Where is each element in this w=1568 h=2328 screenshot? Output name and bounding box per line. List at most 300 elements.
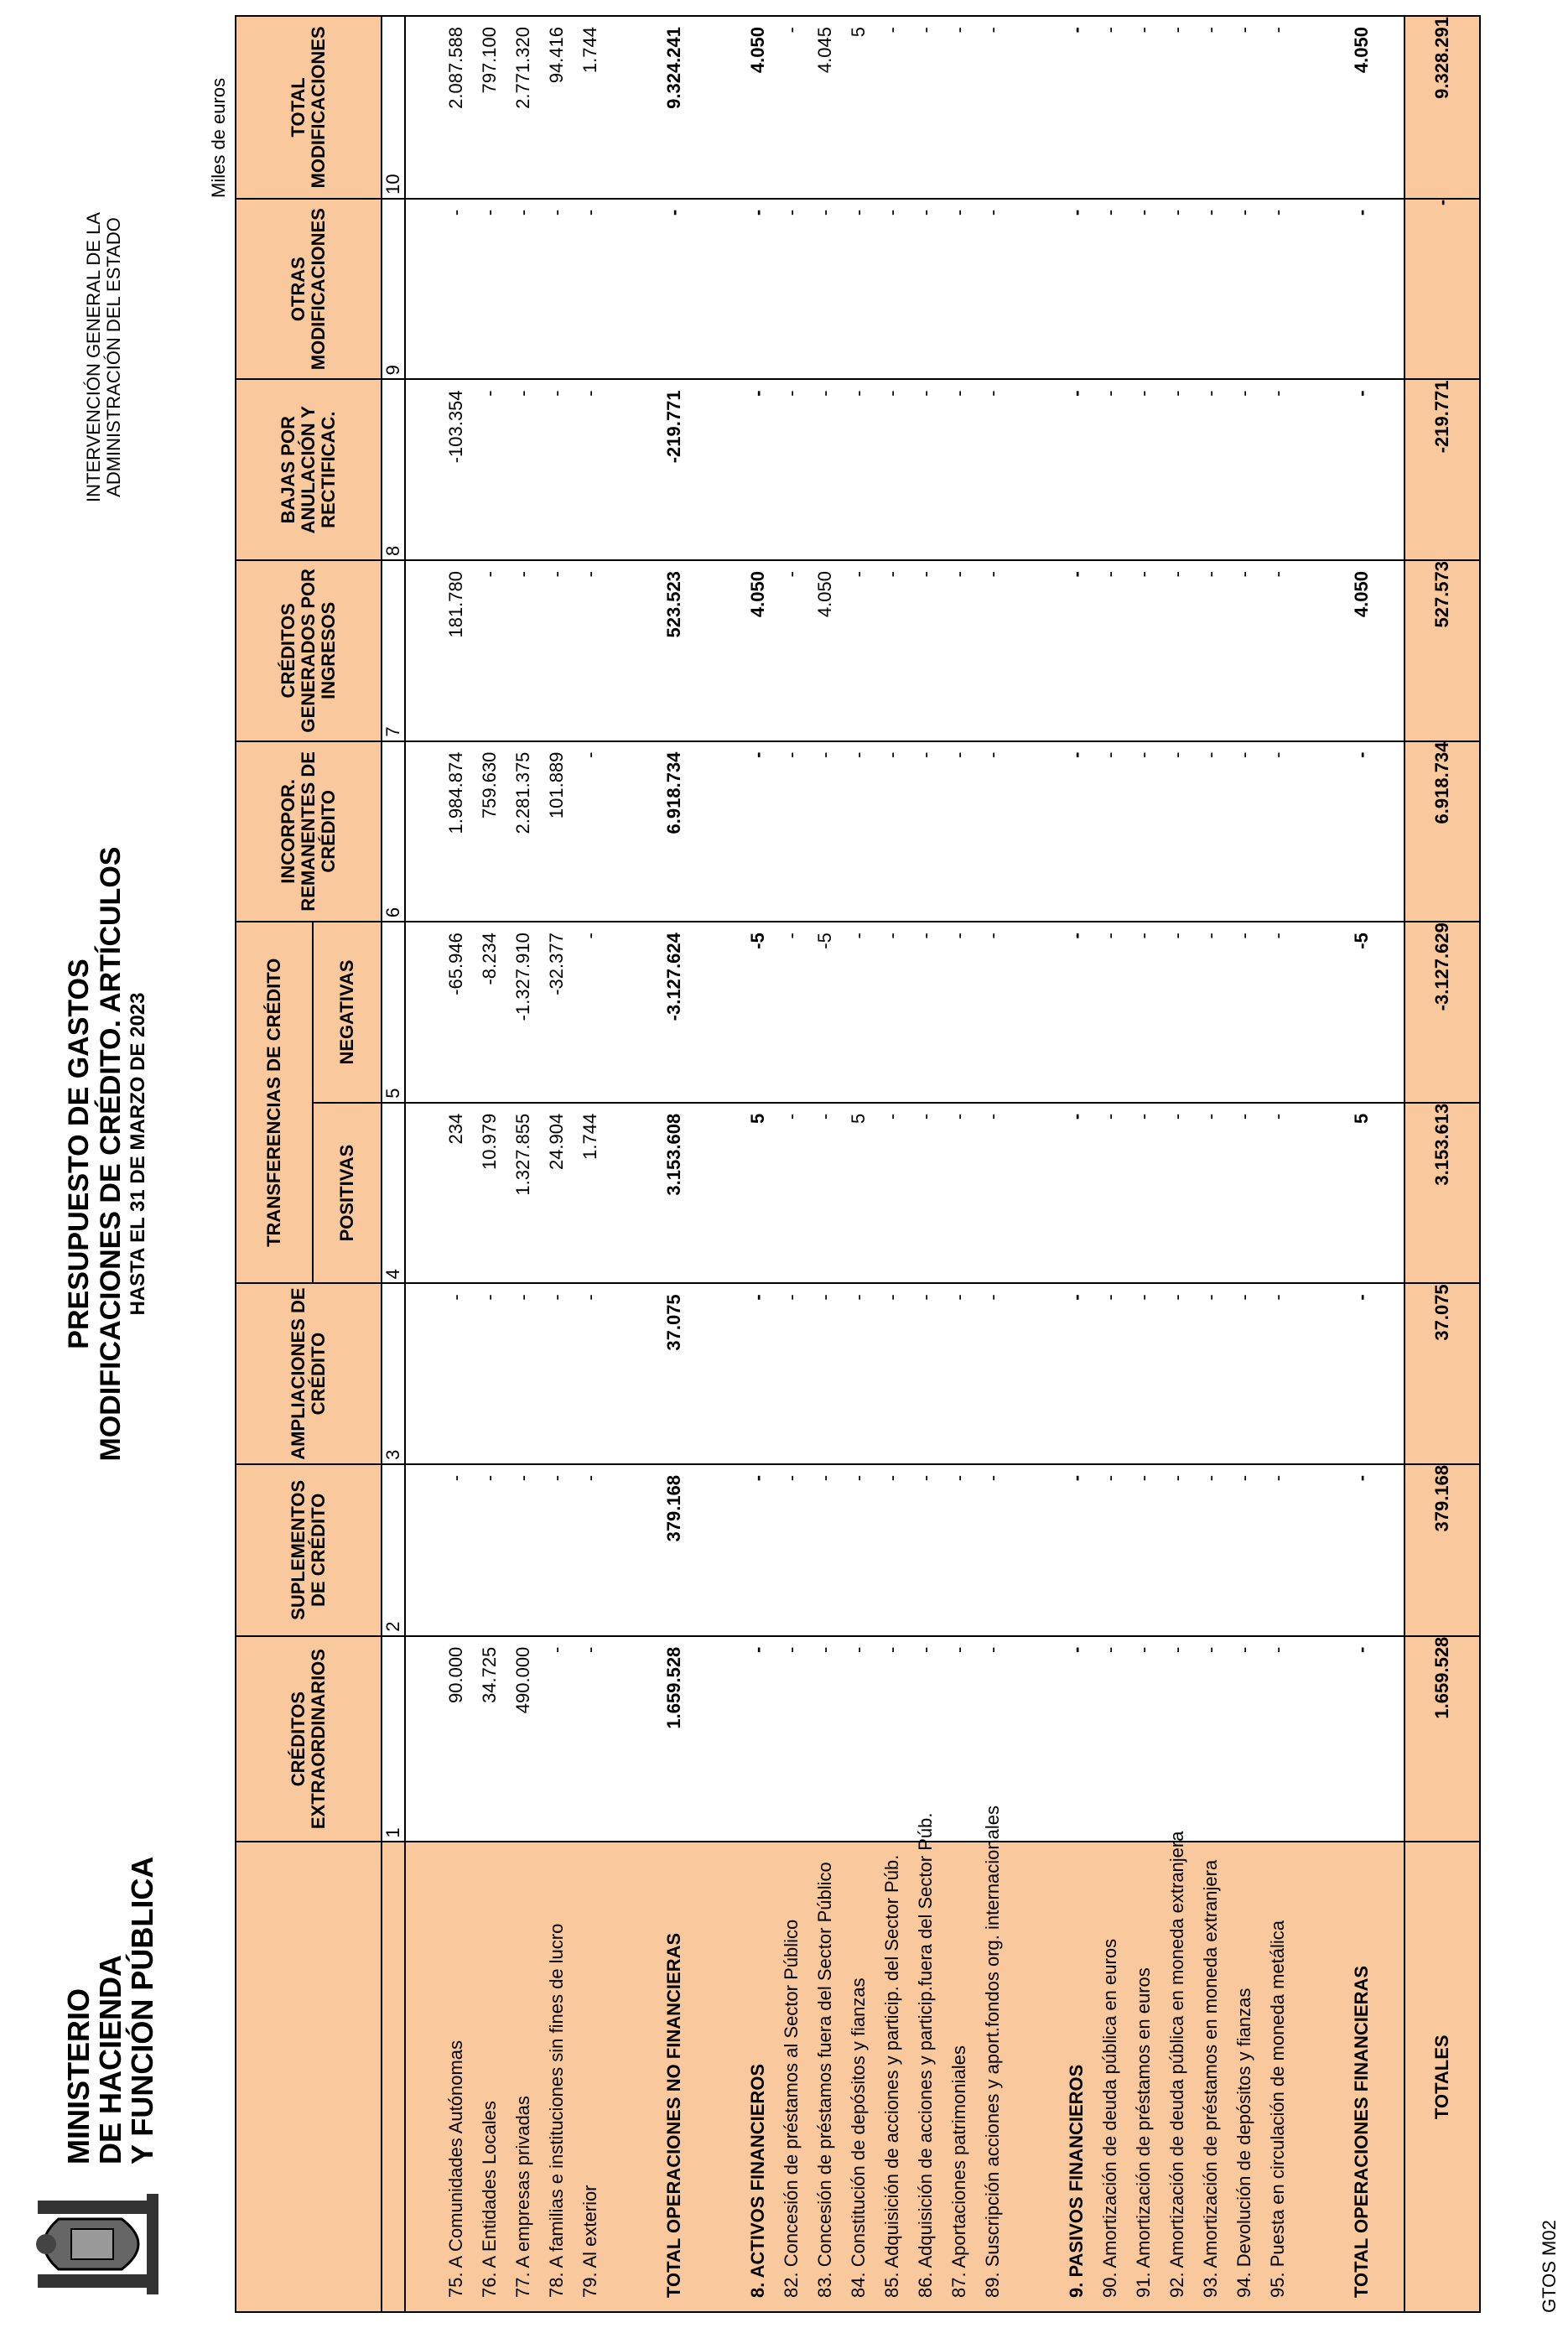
ministry-line-1: MINISTERIO	[61, 1988, 96, 2164]
row-value: -	[512, 571, 533, 578]
row-value: 1.659.528	[663, 1646, 684, 1729]
row-value: -	[781, 1646, 802, 1654]
row-value: 1.327.855	[512, 1113, 533, 1196]
row-value: -	[982, 933, 1003, 939]
row-label: 82. Concesión de préstamos al Sector Público	[781, 1919, 802, 2298]
row-value: 523.523	[663, 571, 684, 638]
row-value: -	[781, 1474, 802, 1482]
row-value: -	[881, 1474, 902, 1482]
row-value: -	[1267, 209, 1288, 216]
row-value: -	[1233, 751, 1254, 758]
units-label: Miles de euros	[208, 77, 229, 198]
row-value: -	[982, 27, 1003, 34]
row-value: 490.000	[512, 1646, 533, 1714]
form-code: GTOS M02	[1539, 2220, 1560, 2313]
row-value: -	[982, 751, 1003, 758]
row-value: -	[1233, 27, 1254, 34]
section-label: 8. ACTIVOS FINANCIEROS	[747, 2063, 768, 2298]
row-value: -	[1099, 1113, 1120, 1120]
row-value: -	[1166, 1294, 1187, 1301]
row-value: -	[663, 209, 684, 216]
totals-value: 527.573	[1404, 560, 1480, 741]
page-title	[63, 735, 150, 1573]
row-value: -	[1133, 1474, 1154, 1482]
row-value: -	[1351, 751, 1372, 758]
row-value: 1.744	[579, 1113, 600, 1160]
section-label: 9. PASIVOS FINANCIEROS	[1066, 2064, 1087, 2298]
row-value: -	[881, 933, 902, 939]
row-value: -	[1200, 209, 1221, 216]
values-column-7	[405, 560, 1404, 741]
row-value: -	[1233, 1294, 1254, 1301]
row-value: -	[1267, 751, 1288, 758]
row-value: -	[1133, 751, 1154, 758]
row-value: 4.050	[747, 27, 768, 74]
row-value: -	[1200, 27, 1221, 34]
row-value: -	[982, 209, 1003, 216]
row-value: -	[848, 751, 869, 758]
row-label: 83. Concesión de préstamos fuera del Sector Público	[814, 1862, 835, 2298]
row-value: -	[781, 571, 802, 578]
row-value: -	[1133, 1294, 1154, 1301]
row-value: 2.771.320	[512, 27, 533, 109]
row-value: -	[1133, 1113, 1154, 1120]
row-value: -	[781, 1113, 802, 1120]
row-value: -	[948, 1294, 969, 1301]
row-value: -	[512, 1474, 533, 1482]
row-value: -	[1166, 571, 1187, 578]
row-value: 2.087.588	[445, 27, 466, 109]
row-value: -	[512, 1294, 533, 1301]
row-value: -	[1200, 751, 1221, 758]
row-value: -	[1099, 27, 1120, 34]
row-value: -	[814, 390, 835, 397]
row-value: -	[915, 1113, 936, 1120]
igae-label	[84, 190, 124, 525]
row-value: -	[1267, 571, 1288, 578]
row-value: -	[881, 1113, 902, 1120]
row-label: 87. Aportaciones patrimoniales	[948, 2045, 969, 2298]
row-value: -	[915, 571, 936, 578]
row-value: -	[1200, 1113, 1221, 1120]
igae-line-1: INTERVENCIÓN GENERAL DE LA	[83, 212, 104, 502]
row-value: -	[881, 1294, 902, 1301]
row-value: -	[1200, 390, 1221, 397]
section-label: TOTAL OPERACIONES NO FINANCIERAS	[663, 1932, 684, 2298]
row-value: 2.281.375	[512, 751, 533, 834]
row-value: -	[747, 1474, 768, 1482]
row-value: -	[781, 390, 802, 397]
row-value: -	[546, 209, 567, 216]
row-value: -	[1166, 1646, 1187, 1654]
row-value: -	[915, 209, 936, 216]
row-value: -	[948, 27, 969, 34]
row-value: -	[915, 27, 936, 34]
row-value: -	[747, 209, 768, 216]
row-value: -	[1099, 1474, 1120, 1482]
row-value: -	[915, 751, 936, 758]
row-value: -3.127.624	[663, 933, 684, 1021]
row-value: -	[747, 1294, 768, 1301]
row-value: -	[579, 571, 600, 578]
row-value: -	[814, 1113, 835, 1120]
row-value: -65.946	[445, 933, 466, 995]
header-transferencias: TRANSFERENCIAS DE CRÉDITO	[236, 922, 313, 1283]
row-value: -	[982, 1113, 1003, 1120]
row-value: 4.050	[814, 571, 835, 618]
row-value: -	[546, 571, 567, 578]
totals-value: 9.328.291	[1404, 16, 1480, 199]
values-column-10	[405, 16, 1404, 199]
header-suplementos: SUPLEMENTOS DE CRÉDITO	[236, 1464, 382, 1636]
section-label: TOTAL OPERACIONES FINANCIERAS	[1351, 1965, 1372, 2298]
row-value: -	[915, 1474, 936, 1482]
row-value: -	[579, 933, 600, 939]
row-value: 90.000	[445, 1646, 466, 1703]
row-value: -	[579, 1646, 600, 1654]
row-value: -	[1099, 390, 1120, 397]
row-value: -	[479, 1294, 500, 1301]
row-label: 84. Constitución de depósitos y fianzas	[848, 1977, 869, 2298]
ministry-line-3: Y FUNCIÓN PÚBLICA	[125, 1856, 159, 2164]
row-value: -	[1133, 1646, 1154, 1654]
totals-value: 379.168	[1404, 1464, 1480, 1636]
colnum-6: 6	[382, 741, 405, 922]
coat-of-arms-icon	[21, 2185, 172, 2303]
row-value: -	[848, 1294, 869, 1301]
row-value: -	[579, 209, 600, 216]
row-value: -	[1166, 1113, 1187, 1120]
header-ampliaciones: AMPLIACIONES DE CRÉDITO	[236, 1283, 382, 1464]
row-value: -	[814, 1294, 835, 1301]
header-incorpor-remanentes: INCORPOR. REMANENTES DE CRÉDITO	[236, 741, 382, 922]
row-value: -	[1233, 209, 1254, 216]
row-value: 4.050	[1351, 571, 1372, 618]
totals-value: 3.153.613	[1404, 1103, 1480, 1284]
colnum-4: 4	[382, 1103, 405, 1284]
row-value: -	[512, 209, 533, 216]
row-value: -	[982, 1646, 1003, 1654]
row-value: -	[915, 1646, 936, 1654]
row-value: -103.354	[445, 390, 466, 464]
row-value: -5	[1351, 933, 1372, 949]
row-value: -	[948, 571, 969, 578]
row-value: -	[848, 1474, 869, 1482]
row-value: -	[915, 933, 936, 939]
row-value: -	[1066, 27, 1087, 34]
row-value: -	[915, 390, 936, 397]
row-label: 75. A Comunidades Autónomas	[445, 2040, 466, 2298]
values-column-8	[405, 379, 1404, 560]
row-value: -	[1200, 933, 1221, 939]
row-value: -	[445, 209, 466, 216]
values-column-3	[405, 1283, 1404, 1464]
row-value: -	[1351, 1646, 1372, 1654]
row-value: -	[1267, 1646, 1288, 1654]
row-value: -5	[814, 933, 835, 949]
row-value: -	[1200, 1646, 1221, 1654]
colnum-8: 8	[382, 379, 405, 560]
row-value: 234	[445, 1113, 466, 1145]
row-value: -	[1351, 390, 1372, 397]
row-value: -	[848, 390, 869, 397]
row-value: -	[1166, 1474, 1187, 1482]
igae-line-2: ADMINISTRACIÓN DEL ESTADO	[103, 217, 124, 497]
row-value: -	[1133, 390, 1154, 397]
row-value: -	[1099, 1294, 1120, 1301]
row-value: -	[1133, 571, 1154, 578]
totals-value: 37.075	[1404, 1283, 1480, 1464]
row-label: 85. Adquisición de acciones y particip. del Sector Púb.	[881, 1854, 902, 2298]
row-value: 5	[848, 27, 869, 38]
row-value: -	[781, 209, 802, 216]
row-value: -	[579, 390, 600, 397]
row-value: -	[512, 390, 533, 397]
values-column-2	[405, 1464, 1404, 1636]
row-value: -	[781, 1294, 802, 1301]
row-value: -	[1099, 1646, 1120, 1654]
row-value: -	[1066, 390, 1087, 397]
row-label: 91. Amortización de préstamos en euros	[1133, 1967, 1154, 2298]
row-label: 95. Puesta en circulación de moneda metálica	[1267, 1920, 1288, 2298]
row-value: -	[546, 1646, 567, 1654]
row-value: -	[982, 1474, 1003, 1482]
row-value: -	[1066, 571, 1087, 578]
row-value: 10.979	[479, 1113, 500, 1171]
title-date: HASTA EL 31 DE MARZO DE 2023	[127, 992, 149, 1316]
row-value: -	[781, 751, 802, 758]
row-value: 4.045	[814, 27, 835, 74]
row-value: -	[747, 1646, 768, 1654]
row-value: -	[479, 209, 500, 216]
row-value: -	[848, 1646, 869, 1654]
row-value: -	[848, 933, 869, 939]
values-column-5	[405, 922, 1404, 1103]
row-value: -	[1099, 209, 1120, 216]
totals-value: -3.127.629	[1404, 922, 1480, 1103]
row-value: -	[948, 209, 969, 216]
row-value: -	[1066, 209, 1087, 216]
page-header	[0, 0, 229, 2328]
header-creditos-extraordinarios: CRÉDITOS EXTRAORDINARIOS	[236, 1636, 382, 1842]
totals-label: TOTALES	[1404, 1842, 1480, 2312]
row-value: 34.725	[479, 1646, 500, 1703]
row-value: 4.050	[1351, 27, 1372, 74]
row-value: -	[1066, 1113, 1087, 1120]
colnum-blank	[382, 1842, 405, 2312]
row-value: -	[1099, 933, 1120, 939]
row-value: -	[1267, 1474, 1288, 1482]
colnum-1: 1	[382, 1636, 405, 1842]
row-value: -	[579, 751, 600, 758]
ministry-name	[63, 1857, 158, 2164]
row-value: 9.324.241	[663, 27, 684, 109]
row-value: -	[948, 751, 969, 758]
row-value: -	[1133, 209, 1154, 216]
row-value: 4.050	[747, 571, 768, 618]
row-value: -	[546, 1294, 567, 1301]
row-value: -219.771	[663, 390, 684, 464]
row-value: -	[848, 571, 869, 578]
row-value: -	[747, 390, 768, 397]
row-value: -	[848, 209, 869, 216]
row-value: -	[1099, 571, 1120, 578]
header-otras: OTRAS MODIFICACIONES	[236, 199, 382, 380]
row-value: -	[1233, 933, 1254, 939]
row-value: -8.234	[479, 933, 500, 985]
row-value: -	[479, 1474, 500, 1482]
header-label-blank	[236, 1842, 382, 2312]
row-value: -	[479, 571, 500, 578]
row-value: -	[1066, 933, 1087, 939]
values-column-6	[405, 741, 1404, 922]
colnum-2: 2	[382, 1464, 405, 1636]
row-value: 6.918.734	[663, 751, 684, 834]
row-value: 797.100	[479, 27, 500, 94]
row-value: 101.889	[546, 751, 567, 819]
row-value: -	[1066, 1646, 1087, 1654]
row-value: -	[445, 1474, 466, 1482]
row-label: 77. A empresas privadas	[512, 2096, 533, 2298]
row-value: -	[1200, 571, 1221, 578]
row-value: 181.780	[445, 571, 466, 638]
row-label: 90. Amortización de deuda pública en euros	[1099, 1938, 1120, 2298]
row-value: -	[881, 1646, 902, 1654]
row-value: -	[1233, 1474, 1254, 1482]
row-value: -	[1066, 1474, 1087, 1482]
totals-value: 1.659.528	[1404, 1636, 1480, 1842]
row-value: -	[1233, 390, 1254, 397]
row-value: -	[1166, 751, 1187, 758]
row-label: 93. Amortización de préstamos en moneda extranjera	[1200, 1859, 1221, 2298]
row-label: 92. Amortización de deuda pública en moneda extranjera	[1166, 1831, 1187, 2298]
row-value: -	[814, 1646, 835, 1654]
row-value: -	[1233, 1113, 1254, 1120]
row-value: -	[579, 1474, 600, 1482]
row-value: 1.744	[579, 27, 600, 74]
title-line-1: PRESUPUESTO DE GASTOS	[63, 959, 95, 1349]
row-value: -	[814, 751, 835, 758]
totals-row	[1404, 16, 1480, 2312]
row-value: -	[881, 209, 902, 216]
row-value: -	[1200, 1474, 1221, 1482]
row-value: -	[1066, 751, 1087, 758]
row-value: -	[1166, 27, 1187, 34]
row-value: -	[948, 1646, 969, 1654]
row-value: -	[814, 1474, 835, 1482]
row-value: 37.075	[663, 1294, 684, 1351]
ministry-line-2: DE HACIENDA	[93, 1954, 127, 2164]
row-value: -	[1099, 751, 1120, 758]
colnum-7: 7	[382, 560, 405, 741]
row-value: -	[948, 1113, 969, 1120]
colnum-10: 10	[382, 16, 405, 199]
row-value: -	[479, 390, 500, 397]
row-value: 5	[1351, 1113, 1372, 1124]
row-value: -	[1267, 933, 1288, 939]
header-negativas: NEGATIVAS	[313, 922, 382, 1103]
row-value: -	[1267, 390, 1288, 397]
row-value: -	[1267, 1113, 1288, 1120]
row-value: -	[546, 1474, 567, 1482]
row-label: 76. A Entidades Locales	[479, 2101, 500, 2298]
row-value: -	[881, 390, 902, 397]
row-value: -	[915, 1294, 936, 1301]
row-value: -	[1233, 1646, 1254, 1654]
row-value: -	[948, 933, 969, 939]
row-value: -	[579, 1294, 600, 1301]
row-label: 78. A familias e instituciones sin fines de lucro	[546, 1923, 567, 2298]
row-value: -	[881, 751, 902, 758]
row-value: -	[546, 390, 567, 397]
row-value: -	[1351, 1294, 1372, 1301]
row-value: -	[982, 1294, 1003, 1301]
row-value: 5	[848, 1113, 869, 1124]
header-creditos-generados: CRÉDITOS GENERADOS POR INGRESOS	[236, 560, 382, 741]
row-value: -	[982, 390, 1003, 397]
row-value: -	[1200, 1294, 1221, 1301]
values-column-1	[405, 1636, 1404, 1842]
header-total: TOTAL MODIFICACIONES	[236, 16, 382, 199]
row-value: -	[1351, 209, 1372, 216]
row-label: 79. Al exterior	[579, 2185, 600, 2298]
labels-column	[405, 1805, 1404, 2312]
colnum-5: 5	[382, 922, 405, 1103]
row-value: 5	[747, 1113, 768, 1124]
row-value: -	[1267, 1294, 1288, 1301]
row-label: 89. Suscripción acciones y aport.fondos org. internacionales	[982, 1805, 1003, 2298]
values-column-9	[405, 199, 1404, 380]
header-positivas: POSITIVAS	[313, 1103, 382, 1284]
totals-value: -	[1404, 199, 1480, 380]
modifications-table	[235, 15, 1481, 2313]
row-value: 3.153.608	[663, 1113, 684, 1196]
row-value: -	[1066, 1294, 1087, 1301]
row-value: -5	[747, 933, 768, 949]
row-value: 379.168	[663, 1474, 684, 1542]
row-value: -	[814, 209, 835, 216]
row-value: -	[1233, 571, 1254, 578]
row-value: -	[1166, 933, 1187, 939]
row-value: -	[881, 571, 902, 578]
row-value: -	[948, 1474, 969, 1482]
row-value: -	[781, 27, 802, 34]
row-value: -	[1267, 27, 1288, 34]
row-value: -	[1351, 1474, 1372, 1482]
row-value: 24.904	[546, 1113, 567, 1171]
row-value: -	[781, 933, 802, 939]
row-value: -	[1133, 933, 1154, 939]
header-bajas: BAJAS POR ANULACIÓN Y RECTIFICAC.	[236, 379, 382, 560]
row-value: 94.416	[546, 27, 567, 84]
row-label: 94. Devolución de depósitos y fianzas	[1233, 1988, 1254, 2298]
row-value: -32.377	[546, 933, 567, 995]
row-value: -	[982, 571, 1003, 578]
totals-value: -219.771	[1404, 379, 1480, 560]
row-label: 86. Adquisición de acciones y particip.fuera del Sector Púb.	[915, 1812, 936, 2298]
row-value: -1.327.910	[512, 933, 533, 1021]
colnum-9: 9	[382, 199, 405, 380]
row-value: -	[1166, 390, 1187, 397]
row-value: 1.984.874	[445, 751, 466, 834]
row-value: -	[948, 390, 969, 397]
row-value: -	[1133, 27, 1154, 34]
row-value: -	[445, 1294, 466, 1301]
row-value: -	[747, 751, 768, 758]
row-value: -	[1166, 209, 1187, 216]
row-value: -	[881, 27, 902, 34]
colnum-3: 3	[382, 1283, 405, 1464]
